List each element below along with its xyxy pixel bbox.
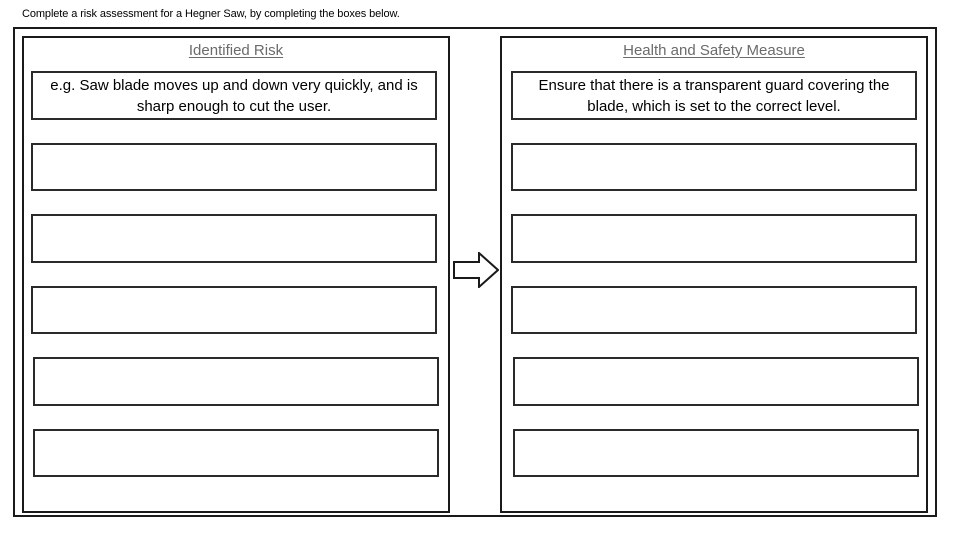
identified-risk-box-3[interactable] (31, 286, 437, 334)
safety-measure-box-5[interactable] (513, 429, 919, 477)
safety-measure-box-1[interactable] (511, 143, 917, 191)
safety-measure-box-3[interactable] (511, 286, 917, 334)
safety-measure-box-4[interactable] (513, 357, 919, 406)
safety-measure-example-box: Ensure that there is a transparent guard covering the blade, which is set to the correct level. (511, 71, 917, 120)
identified-risk-heading: Identified Risk (188, 42, 284, 59)
identified-risk-box-4[interactable] (33, 357, 439, 406)
safety-measure-box-2[interactable] (511, 214, 917, 263)
identified-risk-box-5[interactable] (33, 429, 439, 477)
safety-measure-heading: Health and Safety Measure (623, 42, 805, 59)
identified-risk-box-1[interactable] (31, 143, 437, 191)
instruction-text: Complete a risk assessment for a Hegner Saw, by completing the boxes below. (22, 8, 400, 20)
right-arrow-icon (453, 252, 499, 288)
identified-risk-box-2[interactable] (31, 214, 437, 263)
identified-risk-example-box: e.g. Saw blade moves up and down very quickly, and is sharp enough to cut the user. (31, 71, 437, 120)
